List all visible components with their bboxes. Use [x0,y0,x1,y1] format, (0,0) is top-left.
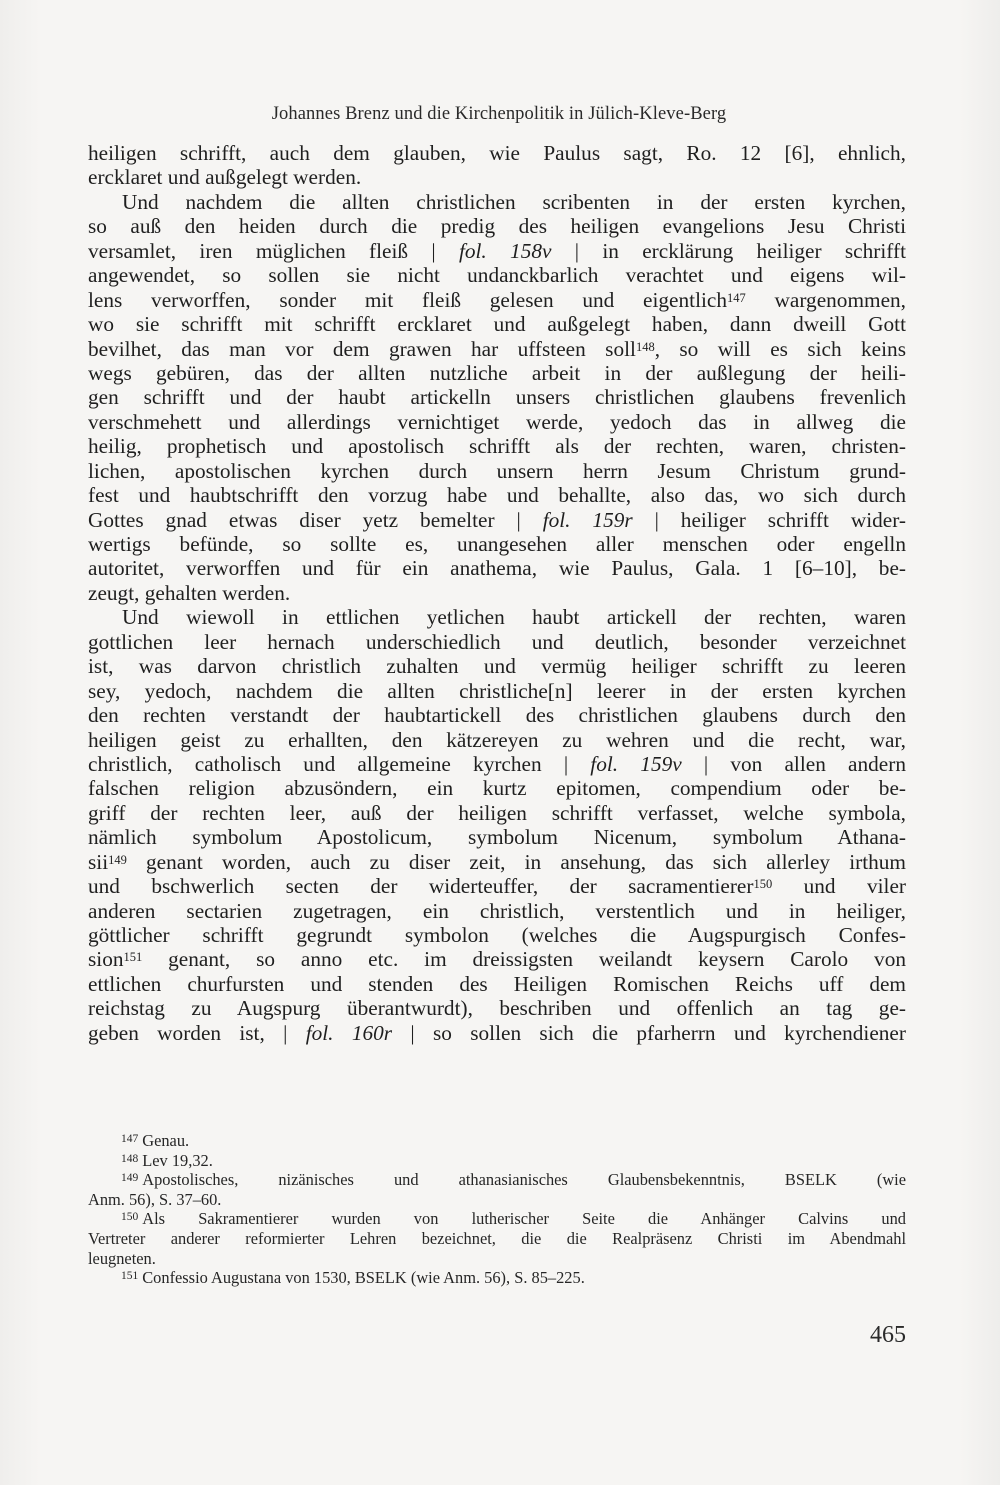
text-line [88,556,906,580]
footnote-number: 149 [121,1172,139,1185]
text-segment: lens verworffen, sonder mit fleiß gelesen und eigentlich [88,287,728,312]
footnote-line [88,1249,906,1269]
main-text [88,141,906,1045]
footnote-text: Confessio Augustana von 1530, BSELK (wie Anm. 56), S. 85–225. [142,1268,585,1288]
text-segment: | so sollen sich die pfarherrn und kyrchendiener [392,1020,906,1045]
text-segment: wegs gebüren, das der allten nutzliche arbeit in der außlegung der heili- [88,360,906,385]
text-line [88,679,906,703]
footnote-line [88,1151,906,1171]
folio-marker: fol. 159v [590,751,682,776]
footnote-line [88,1131,906,1151]
text-line [88,630,906,654]
footnote-reference: 148 [635,339,655,354]
footnote-text: Genau. [142,1131,190,1150]
text-segment: gottlichen leer hernach underschiedlich und deutlich, besonder verzeichnet [88,629,906,654]
text-line [88,508,906,532]
text-segment: göttlicher schrifft gegrundt symbolon (welches die Augspurgisch Confes- [88,923,906,947]
text-segment: bevilhet, das man vor dem grawen har uffsteen soll [88,336,636,361]
text-segment: wo sie schrifft mit schrifft ercklaret und außgelegt haben, dann dweill Gott [88,312,906,337]
text-segment: Gottes gnad etwas diser yetz bemelter | [88,507,543,532]
footnote-line [88,1190,906,1210]
text-line [88,165,906,189]
footnote-line [88,1268,906,1288]
text-line [88,581,906,605]
text-line [88,972,906,996]
text-line [88,874,906,898]
footnote-number: 150 [121,1211,139,1224]
text-segment: ettlichen churfursten und stenden des Heiligen Romischen Reichs uff dem [88,971,906,996]
page-number: 465 [870,1322,906,1348]
text-segment: den rechten verstandt der haubtartickell des christlichen glaubens durch den [88,703,906,728]
footnote-number: 147 [121,1133,139,1145]
text-line [88,337,906,361]
text-line [88,410,906,434]
folio-marker: fol. 159r [542,507,633,532]
text-segment: ist, was darvon christlich zuhalten und vermüg heiliger schrifft zu leeren [88,654,906,679]
text-segment: wertigs befünde, so sollte es, unangesehen aller menschen oder engelln [88,532,906,556]
footnote-reference: 147 [727,290,746,305]
footnote-line [88,1209,906,1229]
text-line [88,728,906,752]
text-segment: falschen religion abzusöndern, ein kurtz epitomen, compendium oder be- [88,776,906,801]
text-line [88,923,906,947]
text-line [88,1021,906,1045]
text-segment: Und wiewoll in ettlichen yetlichen haubt artickell der rechten, waren [122,605,906,630]
text-segment: und bschwerlich secten der widerteuffer, der sacramentierer [88,874,754,899]
footnote-reference: 150 [753,877,773,892]
footnote-text: Lev 19,32. [142,1150,213,1170]
text-line [88,459,906,483]
text-line [88,605,906,629]
text-line [88,263,906,287]
text-line [88,654,906,678]
text-line [88,850,906,874]
text-segment: sey, yedoch, nachdem die allten christliche[n] leerer in der ersten kyrchen [88,678,906,703]
text-segment: sii [88,849,109,874]
footnote-number: 151 [121,1270,139,1283]
text-line [88,385,906,409]
text-segment: genant worden, auch zu diser zeit, in ansehung, das sich allerley irthum [126,849,906,874]
text-segment: griff der rechten leer, auß der heiligen schrifft verfasset, welche symbola, [88,800,906,825]
footnote-line [88,1229,906,1249]
text-segment: | in ercklärung heiliger schrifft [551,238,907,263]
text-line [88,190,906,214]
text-line [88,239,906,263]
text-line [88,825,906,849]
text-segment: nämlich symbolum Apostolicum, symbolum Nicenum, symbolum Athana- [88,825,906,850]
text-segment: und viler [772,874,906,899]
footnote-line [88,1170,906,1190]
footnote-text: leugneten. [88,1248,156,1268]
text-line [88,996,906,1020]
text-segment: so auß den heiden durch die predig des heiligen evangelions Jesu Christi [88,214,906,239]
footnotes [88,1131,906,1288]
text-segment: reichstag zu Augspurg überantwurdt), beschriben und offenlich an tag ge- [88,996,906,1021]
footnote-number: 148 [121,1152,139,1165]
text-line [88,947,906,971]
text-line [88,532,906,556]
text-segment: verschmehett und allerdings vernichtiget werde, yedoch das in allweg die [88,409,906,434]
text-line [88,214,906,238]
text-segment: autoritet, verworffen und für ein anathema, wie Paulus, Gala. 1 [6–10], be- [88,556,906,581]
text-line [88,361,906,385]
text-line [88,776,906,800]
text-segment: , so will es sich keins [654,336,906,361]
folio-marker: fol. 158v [458,238,552,263]
text-segment: heiligen schrifft, auch dem glauben, wie Paulus sagt, Ro. 12 [6], ehnlich, [88,141,906,165]
text-segment: wargenommen, [745,287,906,312]
footnote-reference: 149 [108,852,127,867]
text-segment: heiligen geist zu erhallten, den kätzereyen zu wehren und die recht, war, [88,727,906,752]
footnote-text: Vertreter anderer reformierter Lehren bezeichnet, die die Realpräsenz Christi im Abendmahl [88,1228,906,1248]
text-line [88,801,906,825]
running-header: Johannes Brenz und die Kirchenpolitik in Jülich-Kleve-Berg [271,104,727,124]
text-line [88,752,906,776]
text-line [88,312,906,336]
text-segment: zeugt, gehalten werden. [88,580,291,605]
text-segment: geben worden ist, | [88,1020,306,1045]
text-segment: | heiliger schrifft wider- [632,507,906,532]
text-segment: genant, so anno etc. im dreissigsten weilandt keysern Carolo von [142,947,906,972]
text-line [88,483,906,507]
footnote-text: Als Sakramentierer wurden von lutherischer Seite die Anhänger Calvins und [142,1209,906,1229]
folio-marker: fol. 160r [305,1020,393,1045]
text-segment: sion [88,947,124,972]
text-segment: gen schrifft und der haubt artickelln unsers christlichen glaubens frevenlich [88,385,906,410]
text-line [88,434,906,458]
text-segment: fest und haubtschrifft den vorzug habe und behallte, also das, wo sich durch [88,483,906,508]
text-segment: ercklaret und außgelegt werden. [88,165,362,190]
text-line [88,288,906,312]
text-segment: lichen, apostolischen kyrchen durch unsern herrn Jesum Christum grund- [88,458,906,483]
text-segment: heilig, prophetisch und apostolisch schrifft als der rechten, waren, christen- [88,434,906,459]
text-segment: angewendet, so sollen sie nicht undanckbarlich verachtet und eigens wil- [88,263,906,288]
text-segment: | von allen andern [681,751,907,776]
text-line [88,703,906,727]
text-segment: versamlet, iren müglichen fleiß | [88,238,459,263]
footnote-text: Apostolisches, nizänisches und athanasianisches Glaubensbekenntnis, BSELK (wie [142,1170,906,1190]
footnote-text: Anm. 56), S. 37–60. [88,1189,222,1209]
text-segment: anderen sectarien zugetragen, ein christlich, verstentlich und in heiliger, [88,898,906,923]
text-segment: Und nachdem die allten christlichen scribenten in der ersten kyrchen, [122,189,906,214]
text-line [88,141,906,165]
text-line [88,899,906,923]
footnote-reference: 151 [123,950,143,965]
text-segment: christlich, catholisch und allgemeine kyrchen | [88,751,591,776]
